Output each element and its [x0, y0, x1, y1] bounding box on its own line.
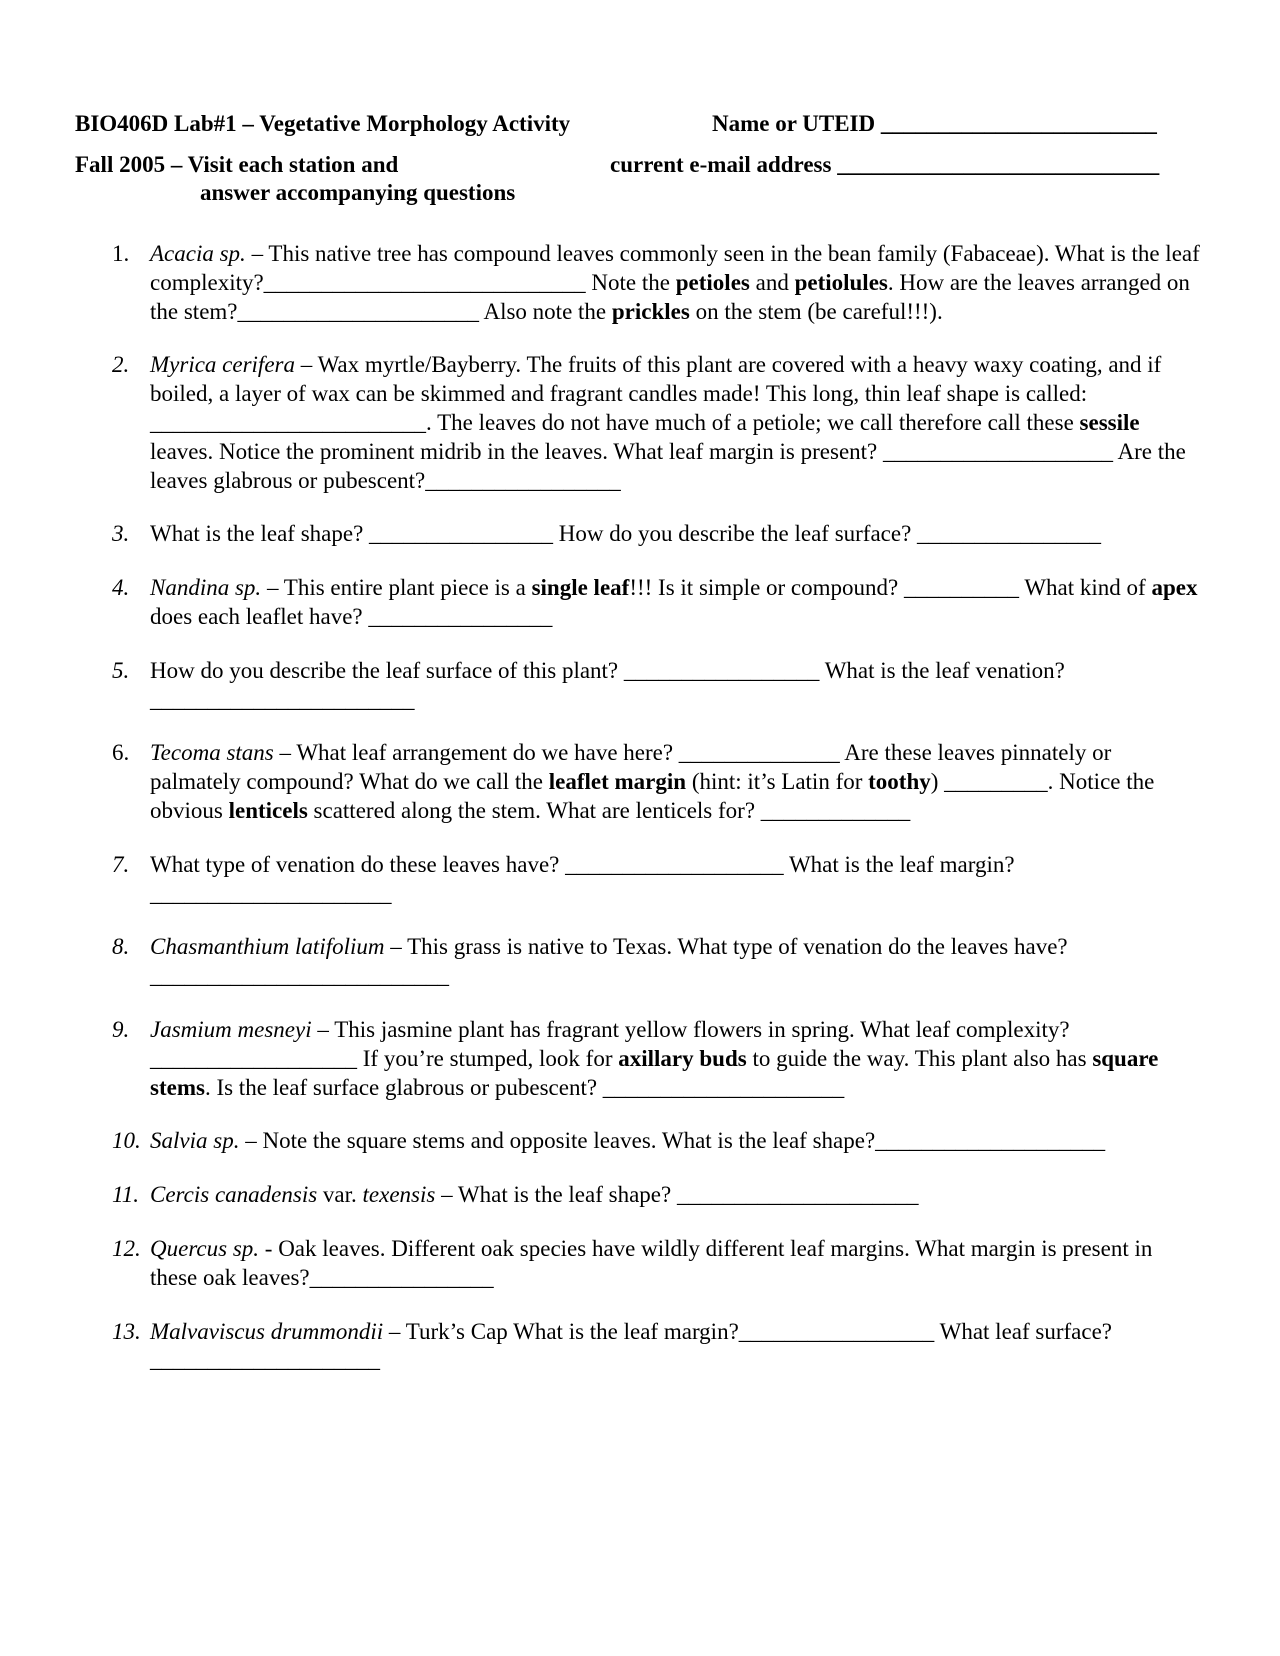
- question-number: 3.: [112, 521, 130, 547]
- question-item: [112, 240, 1202, 326]
- question-segment: scattered along the stem. What are lenticels for? _____________: [307, 797, 911, 823]
- question-text: [150, 1182, 918, 1207]
- species-name: Nandina sp.: [150, 575, 262, 601]
- question-text: [150, 1319, 1112, 1373]
- question-item: [112, 1181, 1202, 1210]
- question-number: 6.: [112, 740, 130, 766]
- question-item: [112, 933, 1202, 991]
- question-item: [112, 657, 1202, 715]
- question-segment: – This jasmine plant has fragrant yellow flowers in spring. What leaf complexity? __________________ If you’re stumped, look for: [150, 1016, 1070, 1071]
- species-name: Malvaviscus drummondii: [150, 1318, 384, 1344]
- key-term: sessile: [1079, 409, 1140, 435]
- species-name: Salvia sp.: [150, 1128, 240, 1154]
- question-segment: on the stem (be careful!!!).: [689, 298, 943, 324]
- question-text: [150, 575, 1197, 629]
- question-number: 5.: [112, 657, 130, 683]
- species-name: texensis: [362, 1182, 436, 1208]
- question-item: [112, 851, 1202, 909]
- question-number: 8.: [112, 934, 130, 960]
- question-text: [150, 852, 1015, 906]
- species-name: Jasmium mesneyi: [150, 1016, 312, 1042]
- question-item: [112, 739, 1202, 825]
- key-term: square stems: [150, 1045, 1159, 1100]
- key-term: toothy: [868, 769, 931, 795]
- question-item: [112, 1318, 1202, 1376]
- key-term: petiolules: [794, 269, 888, 295]
- question-segment: to guide the way. This plant also has: [746, 1045, 1093, 1071]
- question-segment: – Note the square stems and opposite leaves. What is the leaf shape?____________________: [239, 1128, 1106, 1154]
- question-text: [150, 934, 1068, 988]
- species-name: Acacia sp.: [150, 241, 246, 266]
- question-number: 13.: [112, 1318, 141, 1344]
- question-text: [150, 521, 1101, 546]
- species-name: Cercis canadensis: [150, 1182, 318, 1208]
- question-text: [150, 1236, 1152, 1290]
- question-segment: . Is the leaf surface glabrous or pubescent? _____________________: [204, 1074, 845, 1100]
- key-term: apex: [1151, 575, 1198, 601]
- question-segment: – What leaf arrangement do we have here? ______________ Are these leaves pinnately or palmately compound? What do we call the: [150, 740, 1112, 795]
- question-segment: . How are the leaves arranged on the stem?_____________________ Also note the: [150, 269, 1190, 324]
- question-number: 4.: [112, 575, 130, 601]
- question-item: [112, 1127, 1202, 1156]
- key-term: leaflet margin: [548, 769, 687, 795]
- question-item: [112, 574, 1202, 632]
- question-segment: does each leaflet have? ________________: [150, 603, 553, 629]
- key-term: axillary buds: [618, 1045, 747, 1071]
- question-segment: ) _________. Notice the obvious: [150, 769, 1155, 823]
- species-name: Tecoma stans: [150, 740, 274, 766]
- question-segment: leaves. Notice the prominent midrib in the leaves. What leaf margin is present? ____________________ Are the leaves glabrous or pubescent?_________________: [150, 438, 1186, 493]
- species-name: Myrica cerifera: [150, 352, 295, 378]
- question-text: [150, 1128, 1105, 1153]
- question-segment: – Wax myrtle/Bayberry. The fruits of this plant are covered with a heavy waxy coating, and if boiled, a layer of wax can be skimmed and fragrant candles made! This long, thin leaf shape is called: ________________________. The leaves do not have much of a petiole; we call therefore call these: [150, 352, 1162, 435]
- question-text: [150, 740, 1154, 823]
- key-term: prickles: [611, 298, 690, 324]
- question-segment: What type of venation do these leaves have? ___________________ What is the leaf margin? _____________________: [150, 851, 1015, 906]
- species-name: Quercus sp.: [150, 1235, 260, 1261]
- key-term: lenticels: [228, 797, 308, 823]
- question-number: 10.: [112, 1128, 141, 1154]
- question-text: [150, 1017, 1158, 1100]
- species-name: Chasmanthium latifolium: [150, 934, 385, 960]
- question-segment: !!! Is it simple or compound? __________ What kind of: [629, 575, 1152, 601]
- question-text: [150, 241, 1200, 324]
- question-item: [112, 1016, 1202, 1102]
- question-segment: – This native tree has compound leaves commonly seen in the bean family (Fabaceae). What is the leaf complexity?____________________________ Note the: [150, 241, 1200, 295]
- course-title: BIO406D Lab#1 – Vegetative Morphology Activity: [75, 111, 571, 136]
- question-number: 7.: [112, 851, 130, 877]
- question-item: [112, 520, 1202, 549]
- question-segment: – Turk’s Cap What is the leaf margin?_________________ What leaf surface? ____________________: [150, 1318, 1112, 1373]
- key-term: single leaf: [531, 575, 630, 601]
- question-segment: (hint: it’s Latin for: [686, 769, 869, 795]
- question-segment: var.: [317, 1182, 363, 1208]
- question-segment: – This grass is native to Texas. What type of venation do the leaves have? __________________________: [150, 934, 1068, 989]
- question-segment: How do you describe the leaf surface of this plant? _________________ What is the leaf venation? _______________________: [150, 657, 1065, 712]
- question-list: [112, 240, 1202, 1375]
- question-segment: What is the leaf shape? ________________ How do you describe the leaf surface? ________________: [150, 521, 1102, 547]
- question-segment: - Oak leaves. Different oak species have wildly different leaf margins. What margin is present in these oak leaves?________________: [150, 1235, 1153, 1290]
- name-or-uteid-field[interactable]: Name or UTEID ________________________: [712, 111, 1157, 136]
- term-heading-line2: answer accompanying questions: [200, 180, 516, 205]
- question-segment: – This entire plant piece is a: [261, 575, 532, 601]
- question-item: [112, 1235, 1202, 1293]
- question-number: 1.: [112, 241, 130, 266]
- question-number: 12.: [112, 1235, 141, 1261]
- email-field[interactable]: current e-mail address ____________________________: [610, 152, 1160, 177]
- question-segment: and: [749, 269, 795, 295]
- question-item: [112, 351, 1202, 495]
- key-term: petioles: [675, 269, 750, 295]
- question-segment: – What is the leaf shape? _____________________: [435, 1182, 919, 1208]
- question-number: 2.: [112, 352, 130, 378]
- question-number: 9.: [112, 1016, 130, 1042]
- term-heading: Fall 2005 – Visit each station and: [75, 152, 399, 177]
- question-text: [150, 352, 1186, 492]
- question-number: 11.: [112, 1182, 140, 1208]
- question-text: [150, 658, 1065, 712]
